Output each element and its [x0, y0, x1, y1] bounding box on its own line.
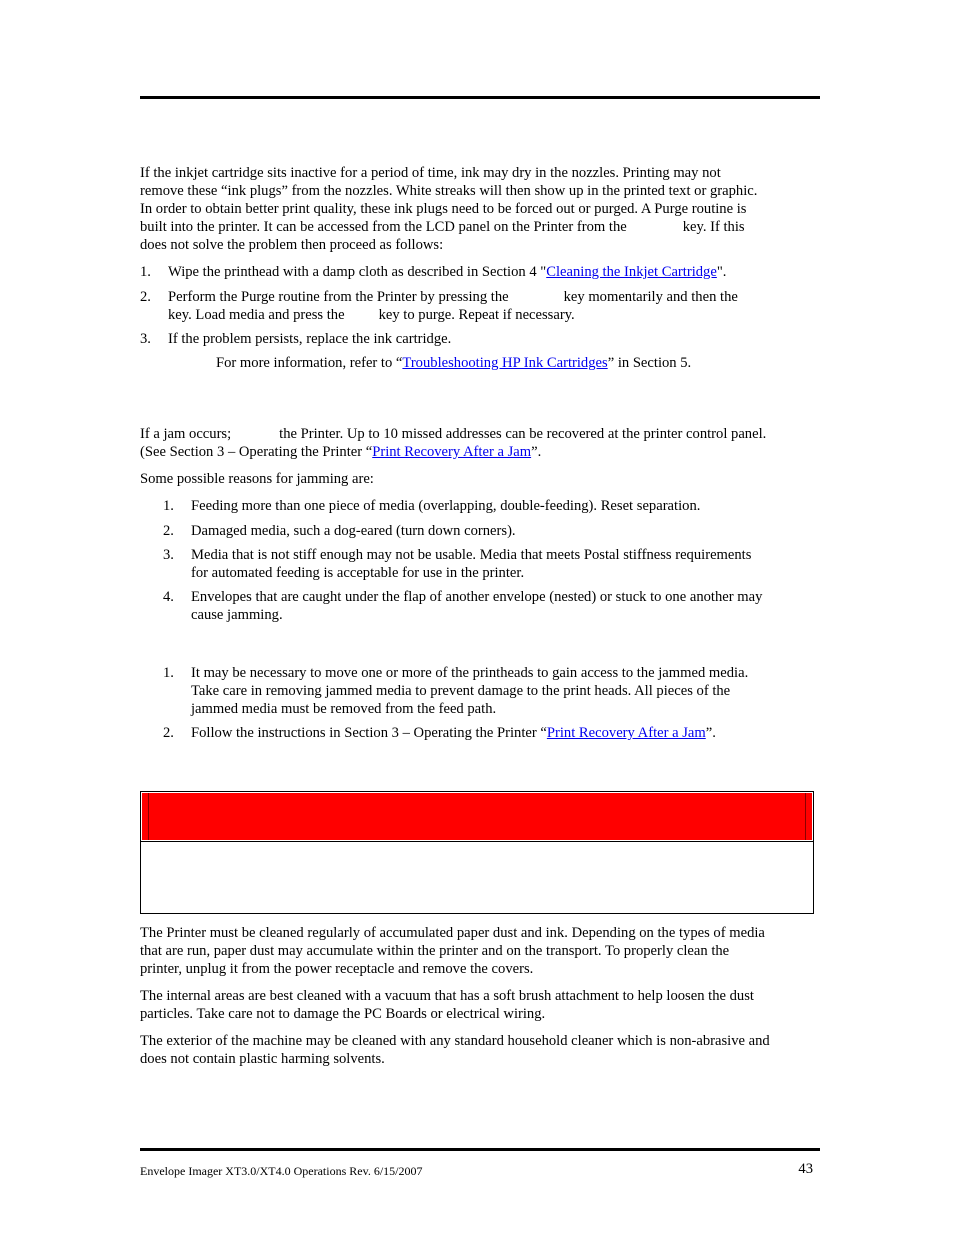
warning-header: [142, 793, 812, 840]
cleaning-para-2: The internal areas are best cleaned with a vacuum that has a soft brush attachment to help loosen the dust particles. Take care not to damage the PC Boards or electrical wiring.: [140, 988, 754, 1022]
warning-box: [140, 791, 814, 914]
header-rule: [140, 96, 820, 99]
print-recovery-link-2[interactable]: Print Recovery After a Jam: [546, 725, 706, 741]
cleaning-para-1: The Printer must be cleaned regularly of accumulated paper dust and ink. Depending on the types of media that are run, paper dust may accumulate within the printer and on the transport. To properly clean the printer, unplug it from the power receptacle and remove the covers.: [140, 925, 765, 977]
jam-reasons-intro: Some possible reasons for jamming are:: [140, 471, 374, 487]
troubleshooting-link[interactable]: Troubleshooting HP Ink Cartridges: [402, 355, 608, 371]
purge-intro: If the inkjet cartridge sits inactive for a period of time, ink may dry in the nozzles. Printing may not remove these “ink plugs” from the nozzles. White streaks will then show up in the printed text or graphic. In order to obtain better print quality, these ink plugs need to be forced out or purged. A Purge routine is built into the printer. It can be accessed from the LCD panel on the Printer from the key. If this does not solve the problem then proceed as follows:: [140, 165, 758, 253]
footer-rule: [140, 1148, 820, 1151]
footer-title: Envelope Imager XT3.0/XT4.0 Operations Rev. 6/15/2007: [140, 1164, 423, 1178]
cleaning-para-3: The exterior of the machine may be cleaned with any standard household cleaner which is non-abrasive and does not contain plastic harming solvents.: [140, 1033, 770, 1067]
warning-divider: [141, 841, 813, 842]
page-number: 43: [798, 1161, 813, 1177]
print-recovery-link[interactable]: Print Recovery After a Jam: [372, 444, 532, 460]
jam-intro: If a jam occurs; the Printer. Up to 10 missed addresses can be recovered at the printer control panel. (See Section 3 – Operating the Printer “Print Recovery After a Jam”.: [140, 426, 767, 460]
cleaning-inkjet-link[interactable]: Cleaning the Inkjet Cartridge: [546, 264, 717, 280]
purge-note: For more information, refer to “Troubleshooting HP Ink Cartridges” in Section 5.: [216, 355, 692, 371]
